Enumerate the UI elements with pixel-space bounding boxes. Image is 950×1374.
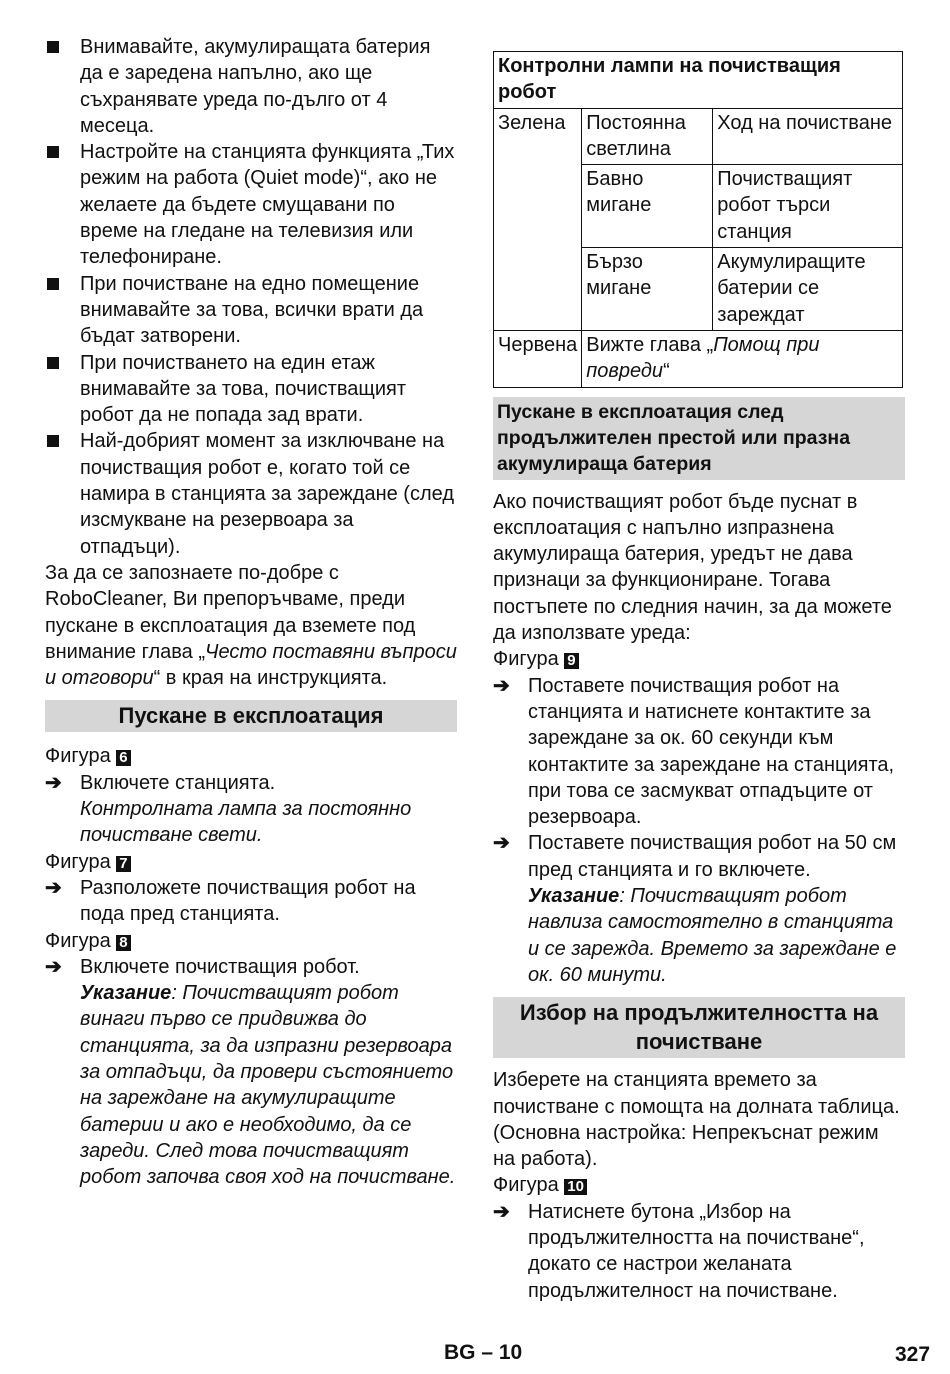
arrow-right-icon: ➔ xyxy=(493,832,510,855)
table-cell: Ход на почистване xyxy=(713,108,903,165)
step-note: Указание: Почистващият робот винаги първо се придвижва до станцията, за да изпразни резервоара за отпадъци, да провери състоянието на зареждане на акумулиращите батерии и ако е необходимо, да се зареди. След това почистващият робот започва своя ход на почистване. xyxy=(80,982,456,1189)
figure-ref: Фигура 6 xyxy=(45,743,457,769)
table-cell: Бързо мигане xyxy=(582,248,713,331)
instruction-step: ➔ Разположете почистващия робот на пода пред станцията. xyxy=(45,876,416,926)
figure-ref: Фигура 9 xyxy=(493,646,905,672)
bullet-item: При почистване на едно помещение внимавайте за това, всички врати да бъдат затворени. xyxy=(45,271,457,350)
square-bullet-icon xyxy=(47,357,59,369)
arrow-right-icon: ➔ xyxy=(45,771,62,794)
table-cell: Акумулиращите батерии се зареждат xyxy=(713,248,903,331)
right-column xyxy=(493,51,905,1304)
table-cell-green: Зелена xyxy=(494,108,582,330)
arrow-right-icon: ➔ xyxy=(493,674,510,697)
figure-ref: Фигура 10 xyxy=(493,1172,905,1198)
section-heading-startup: Пускане в експлоатация xyxy=(45,700,457,732)
bullet-item: Най-добрият момент за изключване на почистващия робот е, когато той се намира в станцията за зареждане (след изсмукване на резервоара за отпадъци). xyxy=(45,428,457,559)
instruction-step: ➔ Натиснете бутона „Избор на продължителността на почистване“, докато се настрои желаната продължителност на почистване. xyxy=(493,1200,865,1302)
instruction-step: ➔ Поставете почистващия робот на 50 см пред станцията и го включете. xyxy=(493,832,897,881)
table-cell-red: Червена xyxy=(494,330,582,387)
intro-paragraph: За да се запознаете по-добре с RoboCleaner, Ви препоръчваме, преди пускане в експлоатация да вземете под внимание глава „Често поставяни въпроси и отговори“ в края на инструкцията. xyxy=(45,561,457,690)
step-note: Контролната лампа за постоянно почистване свети. xyxy=(80,798,412,847)
bullet-item: Настройте на станцията функцията „Тих режим на работа (Quiet mode)“, ако не желаете да бъдете смущавани по време на гледане на телевизия или телефониране. xyxy=(45,139,457,270)
bullet-item: При почистването на един етаж внимавайте за това, почистващият робот да не попада зад врати. xyxy=(45,350,457,429)
section-heading-restart: Пускане в експлоатация след продължителен престой или празна акумулираща батерия xyxy=(493,397,905,480)
table-cell: Бавно мигане xyxy=(582,165,713,248)
instruction-step: ➔ Включете станцията. xyxy=(45,770,457,796)
figure-ref: Фигура 7 xyxy=(45,849,457,875)
arrow-right-icon: ➔ xyxy=(45,876,62,899)
section-heading-duration: Избор на продължителността на почистване xyxy=(493,997,905,1058)
figure-number-badge: 8 xyxy=(116,935,130,951)
arrow-right-icon: ➔ xyxy=(493,1200,510,1223)
paragraph: Ако почистващият робот бъде пуснат в експлоатация с напълно изпразнена акумулираща батерия, уредът не дава признаци за функциониране. Тогава постъпете по следния начин, за да можете да използвате уреда: xyxy=(493,490,892,645)
left-column xyxy=(45,34,457,1190)
step-note: Указание: Почистващият робот навлиза самостоятелно в станцията и се зарежда. Времето за зареждане е ок. 60 минути. xyxy=(528,885,897,986)
page-number: 327 xyxy=(895,1343,931,1366)
figure-ref: Фигура 8 xyxy=(45,928,457,954)
table-cell: Вижте глава „Помощ при повреди“ xyxy=(582,330,903,387)
figure-number-badge: 10 xyxy=(564,1179,587,1195)
bullet-item: Внимавайте, акумулиращата батерия да е заредена напълно, ако ще съхранявате уреда по-дълго от 4 месеца. xyxy=(45,34,457,139)
figure-number-badge: 7 xyxy=(116,856,130,872)
figure-number-badge: 6 xyxy=(116,750,130,766)
table-cell: Постоянна светлина xyxy=(582,108,713,165)
square-bullet-icon xyxy=(47,278,59,290)
arrow-right-icon: ➔ xyxy=(45,955,62,978)
paragraph: Изберете на станцията времето за почистване с помощта на долната таблица. (Основна настройка: Непрекъснат режим на работа). xyxy=(493,1069,900,1171)
square-bullet-icon xyxy=(47,435,59,447)
table-cell: Почистващият робот търси станция xyxy=(713,165,903,248)
square-bullet-icon xyxy=(47,41,59,53)
table-title: Контролни лампи на почистващия робот xyxy=(494,52,903,109)
square-bullet-icon xyxy=(47,146,59,158)
instruction-step: ➔ Поставете почистващия робот на станцията и натиснете контактите за зареждане за ок. 60 секунди към контактите за зареждане на станцията, при това се засмукват отпадъците от резервоара. xyxy=(493,674,895,829)
figure-number-badge: 9 xyxy=(564,653,578,669)
instruction-step: ➔ Включете почистващия робот. xyxy=(45,954,457,980)
page-code: BG – 10 xyxy=(444,1341,523,1364)
control-lamps-table xyxy=(493,51,903,388)
